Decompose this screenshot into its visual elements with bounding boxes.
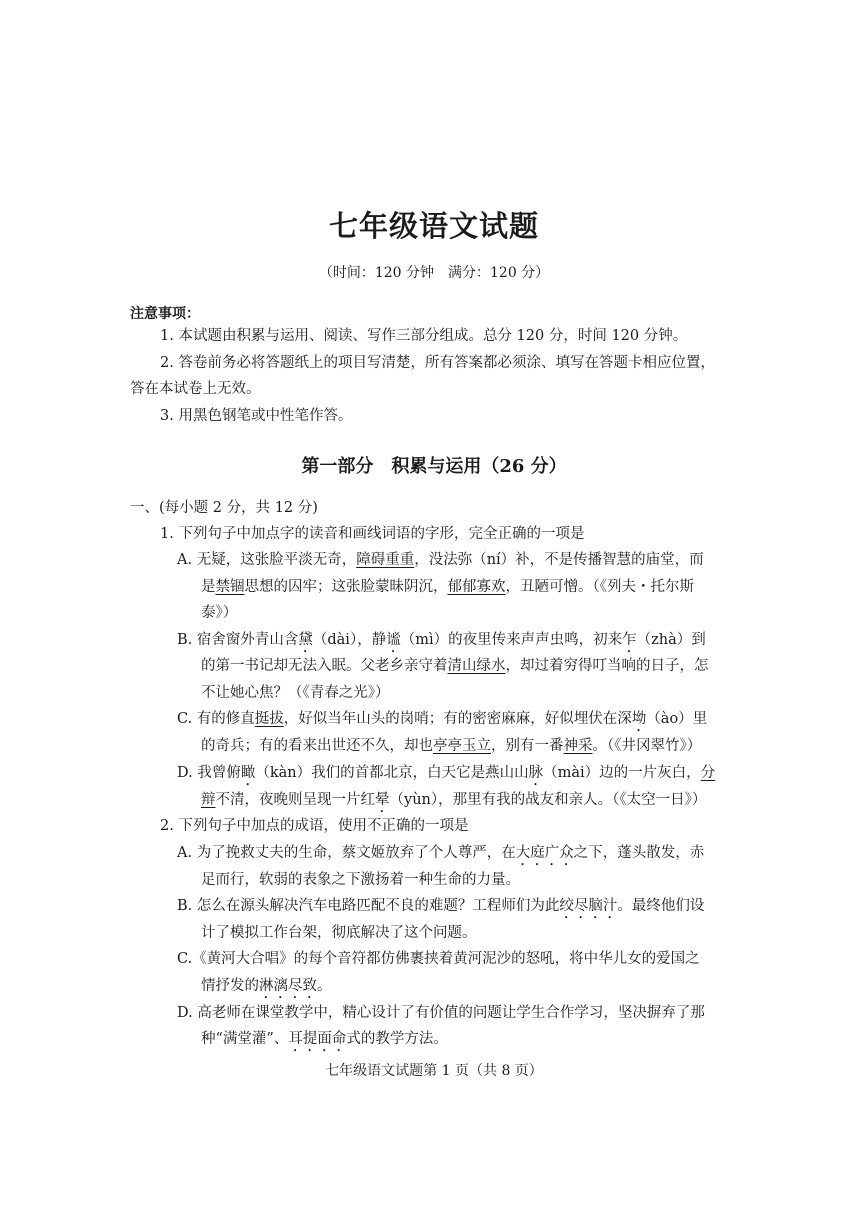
- q1-option-b-line3: 不让她心焦？（《青春之光》）: [201, 685, 390, 701]
- page-title: 七年级语文试题: [328, 209, 539, 243]
- page-footer: 七年级语文试题第 1 页（共 8 页）: [325, 1063, 543, 1079]
- q1-option-c-line2: 的奇兵；有的看来出世还不久，却也亭亭玉立，别有一番神采。（《井冈翠竹》）: [201, 738, 702, 754]
- q1-option-a-line3: 泰》）: [201, 605, 238, 621]
- q2-option-b-line2: 计了模拟工作台架，彻底解决了这个问题。: [201, 925, 477, 941]
- q1-option-a-line2: 是禁锢思想的囚牢；这张脸蒙昧阴沉，郁郁寡欢，丑陋可憎。（《列夫・托尔斯: [201, 579, 694, 595]
- notice-item-2: 2. 答卷前务必将答题纸上的项目写清楚，所有答案都必须涂、填写在答题卡相应位置，: [160, 355, 715, 371]
- question-1-stem: 1. 下列句子中加点字的读音和画线词语的字形，完全正确的一项是: [160, 526, 585, 542]
- q1-option-d-line1: D. 我曾俯瞰（kàn）我们的首都北京，白天它是燕山山脉（mài）边的一片灰白，分: [177, 765, 716, 781]
- q2-option-c-line1: C.《黄河大合唱》的每个音符都仿佛裹挟着黄河泥沙的怒吼，将中华儿女的爱国之: [177, 951, 700, 967]
- q1-option-a-line1: A. 无疑，这张脸平淡无奇，障碍重重，没法弥（ní）补，不是传播智慧的庙堂，而: [177, 552, 704, 568]
- q1-option-c-line1: C. 有的修直挺拔，好似当年山头的岗哨；有的密密麻麻，好似埋伏在深坳（ào）里: [177, 711, 708, 727]
- q2-option-b-line1: B. 怎么在源头解决汽车电路匹配不良的难题？工程师们为此绞尽脑汁。最终他们设: [177, 898, 705, 914]
- q2-option-d-line2: 种“满堂灌”、耳提面命式的教学方法。: [201, 1031, 448, 1047]
- notice-heading: 注意事项：: [130, 306, 200, 322]
- q2-option-a-line2: 足而行，软弱的表象之下激扬着一种生命的力量。: [201, 872, 520, 888]
- section-heading: 第一部分 积累与运用（26 分）: [301, 456, 567, 477]
- q1-option-b-line1: B. 宿舍窗外青山含黛（dài），静谧（mì）的夜里传来声声虫鸣，初来乍（zhà）到: [177, 632, 706, 648]
- q1-option-b-line2: 的第一书记却无法入眠。父老乡亲守着清山绿水，却过着穷得叮当响的日子，怎: [201, 658, 709, 674]
- q2-option-a-line1: A. 为了挽救丈夫的生命，蔡文姬放弃了个人尊严，在大庭广众之下，蓬头散发，赤: [177, 845, 705, 861]
- q2-option-d-line1: D. 高老师在课堂教学中，精心设计了有价值的问题让学生合作学习，坚决摒弃了那: [177, 1005, 705, 1021]
- notice-item-3: 3. 用黑色钢笔或中性笔作答。: [160, 408, 353, 424]
- notice-item-1: 1. 本试题由积累与运用、阅读、写作三部分组成。总分 120 分，时间 120 分钟。: [160, 328, 688, 344]
- q2-option-c-line2: 情抒发的淋漓尽致。: [201, 978, 332, 994]
- part-heading: 一、(每小题 2 分，共 12 分): [130, 500, 318, 516]
- exam-time-info: （时间：120 分钟 满分：120 分）: [318, 265, 550, 281]
- q1-option-d-line2: 辩不清，夜晚则呈现一片红晕（yùn），那里有我的战友和亲人。（《太空一日》）: [201, 792, 707, 808]
- notice-item-2-cont: 答在本试卷上无效。: [130, 381, 261, 397]
- question-2-stem: 2. 下列句子中加点的成语，使用不正确的一项是: [160, 818, 469, 834]
